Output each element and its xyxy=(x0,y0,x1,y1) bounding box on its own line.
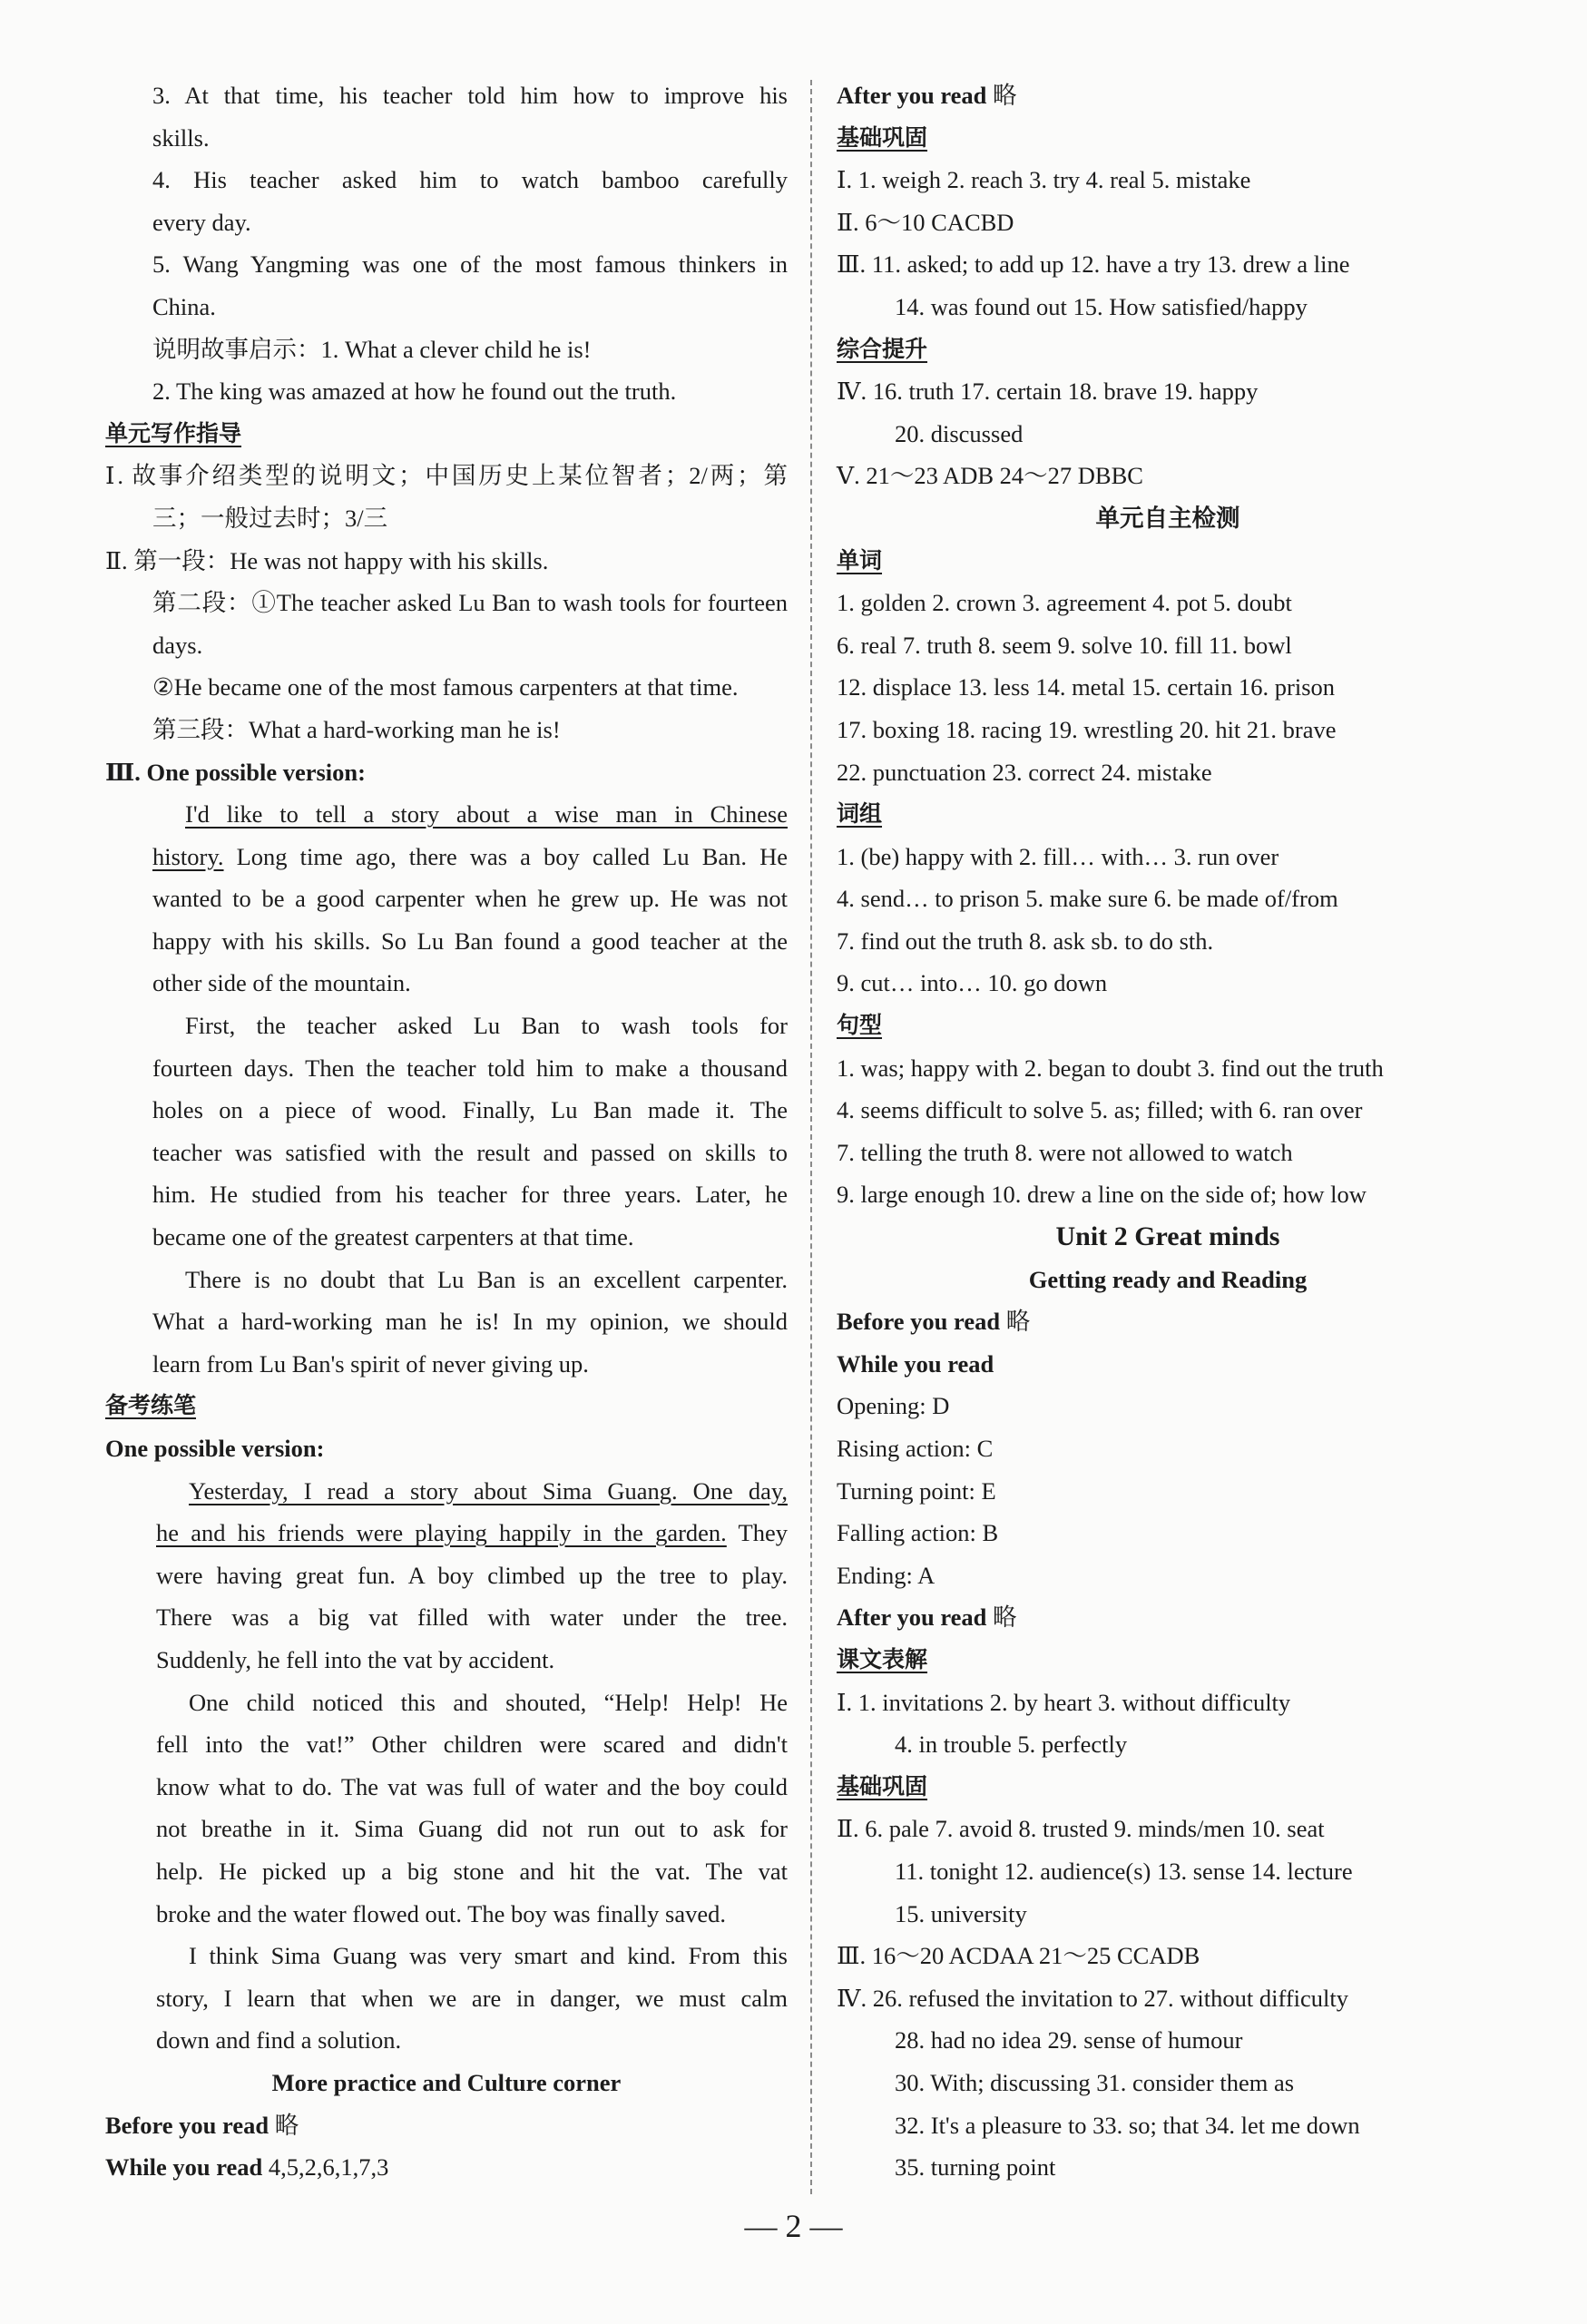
left-line: Ⅰ. 故事介绍类型的说明文；中国历史上某位智者；2/两；第 xyxy=(105,462,788,490)
left-line: other side of the mountain. xyxy=(152,969,411,997)
right-line: Unit 2 Great minds xyxy=(1055,1221,1280,1252)
right-line: Ending: A xyxy=(837,1561,936,1589)
left-column xyxy=(105,74,788,2189)
right-line: 15. university xyxy=(895,1899,1027,1927)
left-line: him. He studied from his teacher for three years. Later, he xyxy=(152,1181,788,1209)
right-line: 9. large enough 10. drew a line on the side of; how low xyxy=(837,1181,1367,1209)
right-line: 单词 xyxy=(837,546,883,574)
right-line: 20. discussed xyxy=(895,419,1024,447)
right-line: 4. send… to prison 5. make sure 6. be made of/from xyxy=(837,885,1338,913)
left-line: wanted to be a good carpenter when he grew up. He was not xyxy=(152,885,788,913)
left-line: skills. xyxy=(152,123,210,152)
right-line: Ⅲ. 11. asked; to add up 12. have a try 13. drew a line xyxy=(837,250,1350,279)
right-line: 1. was; happy with 2. began to doubt 3. find out the truth xyxy=(837,1054,1384,1082)
right-line: Opening: D xyxy=(837,1392,950,1420)
right-line: 1. (be) happy with 2. fill… with… 3. run over xyxy=(837,842,1279,870)
right-line: While you read xyxy=(837,1349,994,1378)
left-line: teacher was satisfied with the result and passed on skills to xyxy=(152,1138,788,1166)
left-line: down and find a solution. xyxy=(156,2026,402,2054)
right-line: 4. in trouble 5. perfectly xyxy=(895,1731,1128,1759)
left-line: 说明故事启示：1. What a clever child he is! xyxy=(152,335,592,363)
left-line: became one of the greatest carpenters at that time. xyxy=(152,1223,634,1251)
left-line: 三；一般过去时；3/三 xyxy=(152,504,388,532)
left-line: 单元写作指导 xyxy=(105,419,242,446)
right-line: Falling action: B xyxy=(837,1519,999,1547)
right-line: 12. displace 13. less 14. metal 15. certain 16. prison xyxy=(837,673,1336,701)
left-line: holes on a piece of wood. Finally, Lu Ban made it. The xyxy=(152,1096,788,1124)
left-line: fourteen days. Then the teacher told him to make a thousand xyxy=(152,1054,788,1082)
left-line: fell into the vat!” Other children were scared and didn't xyxy=(156,1731,788,1759)
left-line: happy with his skills. So Lu Ban found a good teacher at the xyxy=(152,927,788,955)
left-line: Ⅱ. 第一段：He was not happy with his skills. xyxy=(105,546,549,574)
left-line: What a hard-working man he is! In my opinion, we should xyxy=(152,1308,788,1336)
right-line: Getting ready and Reading xyxy=(1028,1265,1308,1293)
right-line: Ⅳ. 16. truth 17. certain 18. brave 19. happy xyxy=(837,378,1259,406)
right-line: 基础巩固 xyxy=(837,1772,928,1799)
right-line: 17. boxing 18. racing 19. wrestling 20. hit 21. brave xyxy=(837,715,1337,743)
left-line: There was a big vat filled with water under the tree. xyxy=(156,1603,788,1632)
left-line: One possible version: xyxy=(105,1435,325,1462)
right-line: 单元自主检测 xyxy=(1095,504,1240,532)
left-line: Before you read 略 xyxy=(105,2111,299,2139)
page-number: — 2 — xyxy=(744,2208,843,2244)
right-column xyxy=(837,74,1499,2189)
left-line: know what to do. The vat was full of water and the boy could xyxy=(156,1772,788,1800)
left-line: 2. The king was amazed at how he found out the truth. xyxy=(152,378,677,406)
right-line: Ⅱ. 6. pale 7. avoid 8. trusted 9. minds/men 10. seat xyxy=(837,1815,1325,1843)
left-line: 第二段：①The teacher asked Lu Ban to wash tools for fourteen xyxy=(152,589,788,617)
right-line: 课文表解 xyxy=(837,1645,928,1672)
left-line: every day. xyxy=(152,208,251,236)
left-line: Ⅲ. One possible version: xyxy=(105,758,366,786)
right-line: Ⅳ. 26. refused the invitation to 27. without difficulty xyxy=(837,1984,1349,2012)
left-line: I'd like to tell a story about a wise man in Chinese xyxy=(185,800,788,829)
column-divider xyxy=(810,80,812,2194)
right-line: 11. tonight 12. audience(s) 13. sense 14. lecture xyxy=(895,1857,1353,1885)
right-line: 4. seems difficult to solve 5. as; filled; with 6. ran over xyxy=(837,1096,1363,1124)
right-line: 基础巩固 xyxy=(837,123,928,151)
left-line: help. He picked up a big stone and hit the vat. The vat xyxy=(156,1857,788,1885)
right-line: Ⅰ. 1. invitations 2. by heart 3. without difficulty xyxy=(837,1688,1291,1716)
right-line: 词组 xyxy=(837,800,883,828)
left-line: 备考练笔 xyxy=(105,1392,197,1419)
left-line: While you read 4,5,2,6,1,7,3 xyxy=(105,2153,389,2182)
left-line: Suddenly, he fell into the vat by accident. xyxy=(156,1645,555,1673)
left-line: 3. At that time, his teacher told him how to improve his xyxy=(152,82,788,109)
left-line: learn from Lu Ban's spirit of never giving up. xyxy=(152,1349,589,1378)
right-line: 综合提升 xyxy=(837,335,928,362)
right-line: Rising action: C xyxy=(837,1435,994,1462)
right-line: 14. was found out 15. How satisfied/happy xyxy=(895,292,1308,320)
right-line: Ⅴ. 21～23 ADB 24～27 DBBC xyxy=(837,462,1143,490)
left-line: 5. Wang Yangming was one of the most famous thinkers in xyxy=(152,250,788,279)
right-line: 22. punctuation 23. correct 24. mistake xyxy=(837,758,1212,786)
right-line: Before you read 略 xyxy=(837,1308,1031,1336)
right-line: After you read 略 xyxy=(837,1603,1017,1632)
left-line: There is no doubt that Lu Ban is an excellent carpenter. xyxy=(185,1265,788,1293)
left-line: broke and the water flowed out. The boy was finally saved. xyxy=(156,1899,726,1927)
left-line: One child noticed this and shouted, “Help! Help! He xyxy=(189,1688,788,1716)
right-line: 7. find out the truth 8. ask sb. to do sth. xyxy=(837,927,1214,955)
left-line: 4. His teacher asked him to watch bamboo carefully xyxy=(152,166,788,194)
left-line: I think Sima Guang was very smart and kind. From this xyxy=(189,1942,788,1970)
left-line: were having great fun. A boy climbed up the tree to play. xyxy=(156,1561,788,1589)
right-line: 6. real 7. truth 8. seem 9. solve 10. fill 11. bowl xyxy=(837,631,1292,659)
left-line: China. xyxy=(152,292,216,320)
right-line: Turning point: E xyxy=(837,1476,996,1505)
right-line: 32. It's a pleasure to 33. so; that 34. let me down xyxy=(895,2111,1360,2139)
left-line: First, the teacher asked Lu Ban to wash tools for xyxy=(185,1012,788,1040)
left-line: 第三段：What a hard-working man he is! xyxy=(152,715,561,743)
right-line: 1. golden 2. crown 3. agreement 4. pot 5. doubt xyxy=(837,589,1292,617)
right-line: 9. cut… into… 10. go down xyxy=(837,969,1108,997)
left-line: he and his friends were playing happily in the garden. They xyxy=(156,1519,788,1547)
left-line: ②He became one of the most famous carpenters at that time. xyxy=(152,673,739,701)
right-line: Ⅱ. 6～10 CACBD xyxy=(837,208,1014,236)
left-line: history. Long time ago, there was a boy called Lu Ban. He xyxy=(152,842,788,870)
left-line: More practice and Culture corner xyxy=(271,2068,622,2096)
right-line: 28. had no idea 29. sense of humour xyxy=(895,2026,1243,2054)
right-line: 30. With; discussing 31. consider them as xyxy=(895,2068,1295,2096)
right-line: 35. turning point xyxy=(895,2153,1056,2182)
left-line: Yesterday, I read a story about Sima Guang. One day, xyxy=(189,1476,788,1505)
right-line: Ⅰ. 1. weigh 2. reach 3. try 4. real 5. mistake xyxy=(837,166,1251,194)
left-line: not breathe in it. Sima Guang did not run out to ask for xyxy=(156,1815,788,1843)
right-line: After you read 略 xyxy=(837,82,1017,109)
right-line: 句型 xyxy=(837,1012,883,1039)
left-line: days. xyxy=(152,631,203,659)
right-line: Ⅲ. 16～20 ACDAA 21～25 CCADB xyxy=(837,1942,1200,1970)
right-line: 7. telling the truth 8. were not allowed to watch xyxy=(837,1138,1293,1166)
left-line: story, I learn that when we are in danger, we must calm xyxy=(156,1984,788,2012)
